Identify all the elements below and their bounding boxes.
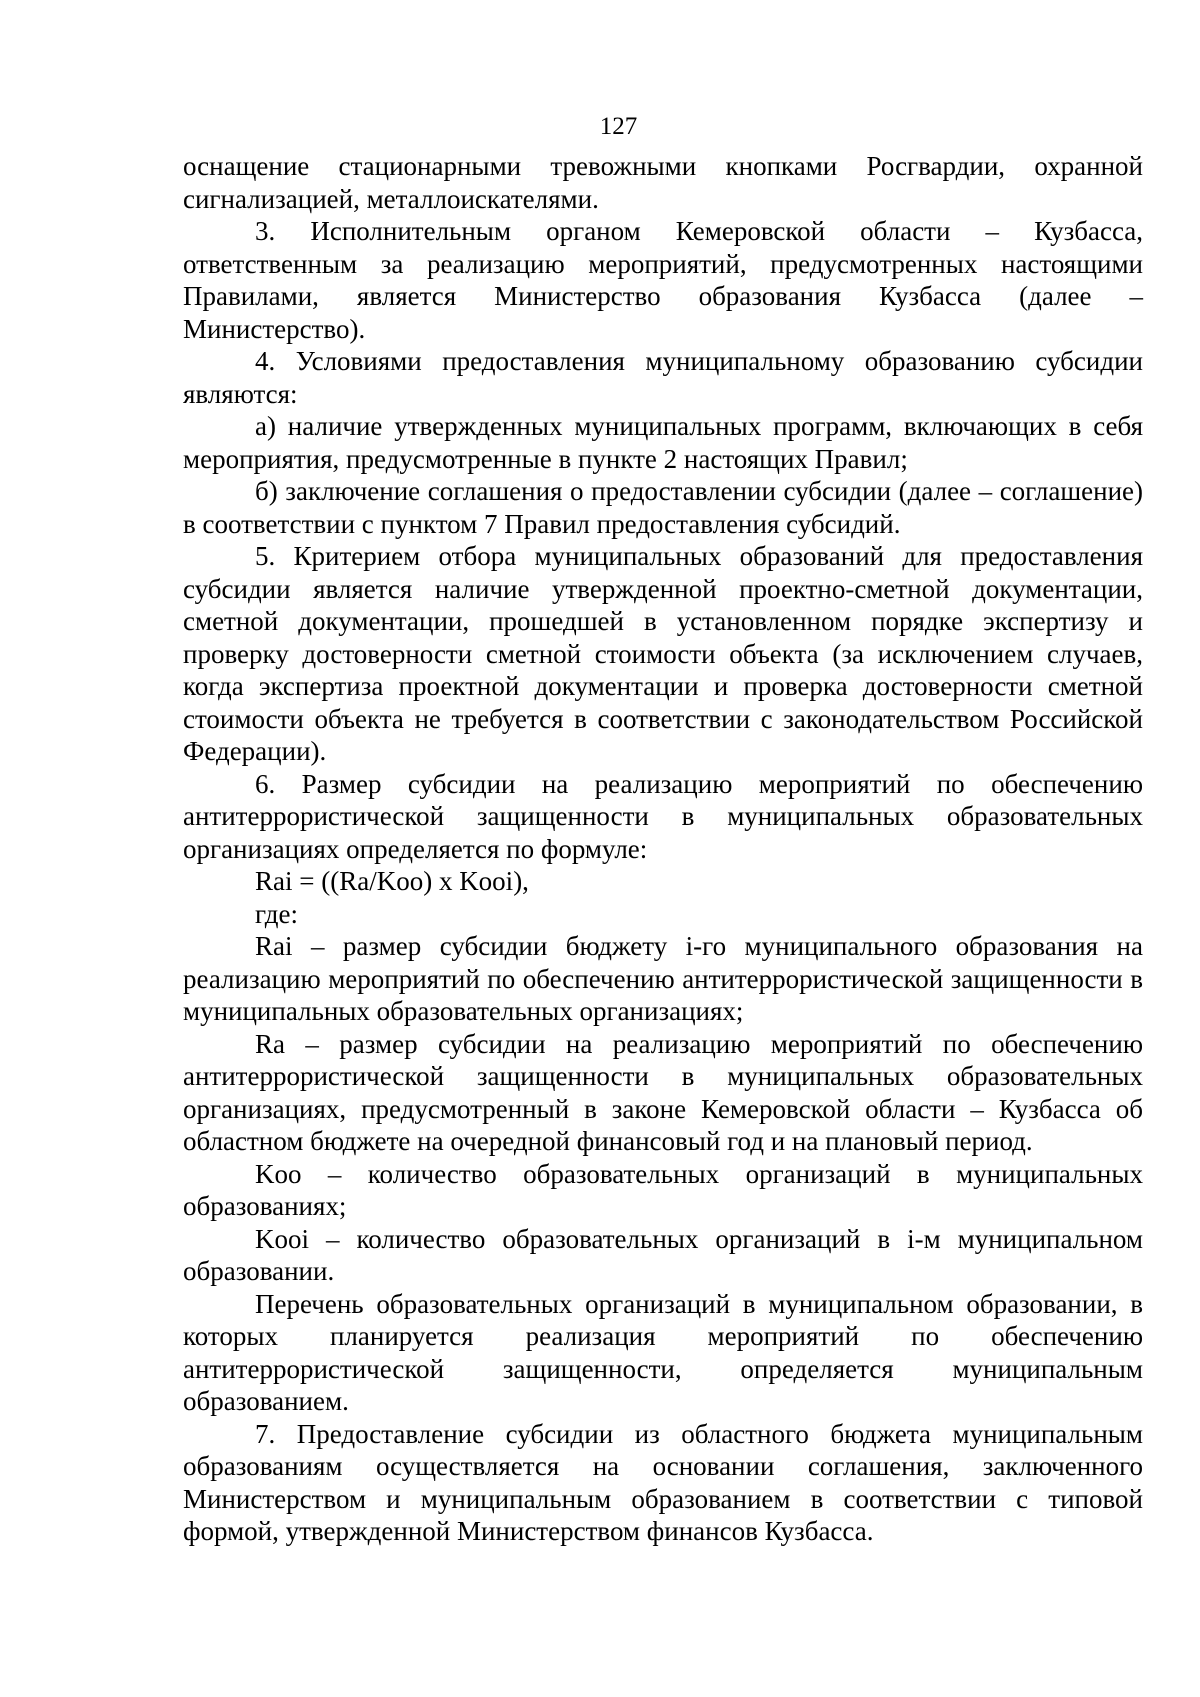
paragraph-item-6: 6. Размер субсидии на реализацию мероприятий по обеспечению антитеррористической защищенности в муниципальных образовательных организациях определяется по формуле:	[183, 768, 1143, 864]
definition-ra: Ra – размер субсидии на реализацию мероприятий по обеспечению антитеррористической защищенности в муниципальных образовательных организациях, предусмотренный в законе Кемеровской области – Кузбасса об областном бюджете на очередной финансовый год и на плановый период.	[183, 1028, 1143, 1156]
paragraph-item-4a: а) наличие утвержденных муниципальных программ, включающих в себя мероприятия, предусмотренные в пункте 2 настоящих Правил;	[183, 411, 1143, 474]
paragraph-item-7: 7. Предоставление субсидии из областного бюджета муниципальным образованиям осуществляется на основании соглашения, заключенного Министерством и муниципальным образованием в соответствии с типовой формой, утвержденной Министерством финансов Кузбасса.	[183, 1418, 1143, 1546]
definition-kooi: Kooi – количество образовательных организаций в i-м муниципальном образовании.	[183, 1223, 1143, 1286]
formula: Rai = ((Ra/Koo) x Kooi),	[255, 866, 529, 896]
paragraph-continuation: оснащение стационарными тревожными кнопками Росгвардии, охранной сигнализацией, металлоискателями.	[183, 151, 1143, 214]
page-number: 127	[599, 113, 638, 140]
paragraph-item-5: 5. Критерием отбора муниципальных образований для предоставления субсидии является наличие утвержденной проектно-сметной документации, сметной документации, прошедшей в установленном порядке экспертизу и проверку достоверности сметной стоимости объекта (за исключением случаев, когда экспертиза проектной документации и проверка достоверности сметной стоимости объекта не требуется в соответствии с законодательством Российской Федерации).	[183, 541, 1143, 766]
document-body	[183, 150, 1143, 1548]
paragraph-list-note: Перечень образовательных организаций в муниципальном образовании, в которых планируется реализация мероприятий по обеспечению антитеррористической защищенности, определяется муниципальным образованием.	[183, 1288, 1143, 1416]
formula-where: где:	[255, 898, 298, 929]
definition-koo: Koo – количество образовательных организаций в муниципальных образованиях;	[183, 1158, 1143, 1221]
paragraph-item-4b: б) заключение соглашения о предоставлении субсидии (далее – соглашение) в соответствии с пунктом 7 Правил предоставления субсидий.	[183, 476, 1143, 539]
definition-rai: Rai – размер субсидии бюджету i-го муниципального образования на реализацию мероприятий по обеспечению антитеррористической защищенности в муниципальных образовательных организациях;	[183, 931, 1143, 1026]
paragraph-item-4: 4. Условиями предоставления муниципальному образованию субсидии являются:	[183, 346, 1143, 409]
paragraph-item-3: 3. Исполнительным органом Кемеровской области – Кузбасса, ответственным за реализацию мероприятий, предусмотренных настоящими Правилами, является Министерство образования Кузбасса (далее – Министерство).	[183, 216, 1143, 344]
